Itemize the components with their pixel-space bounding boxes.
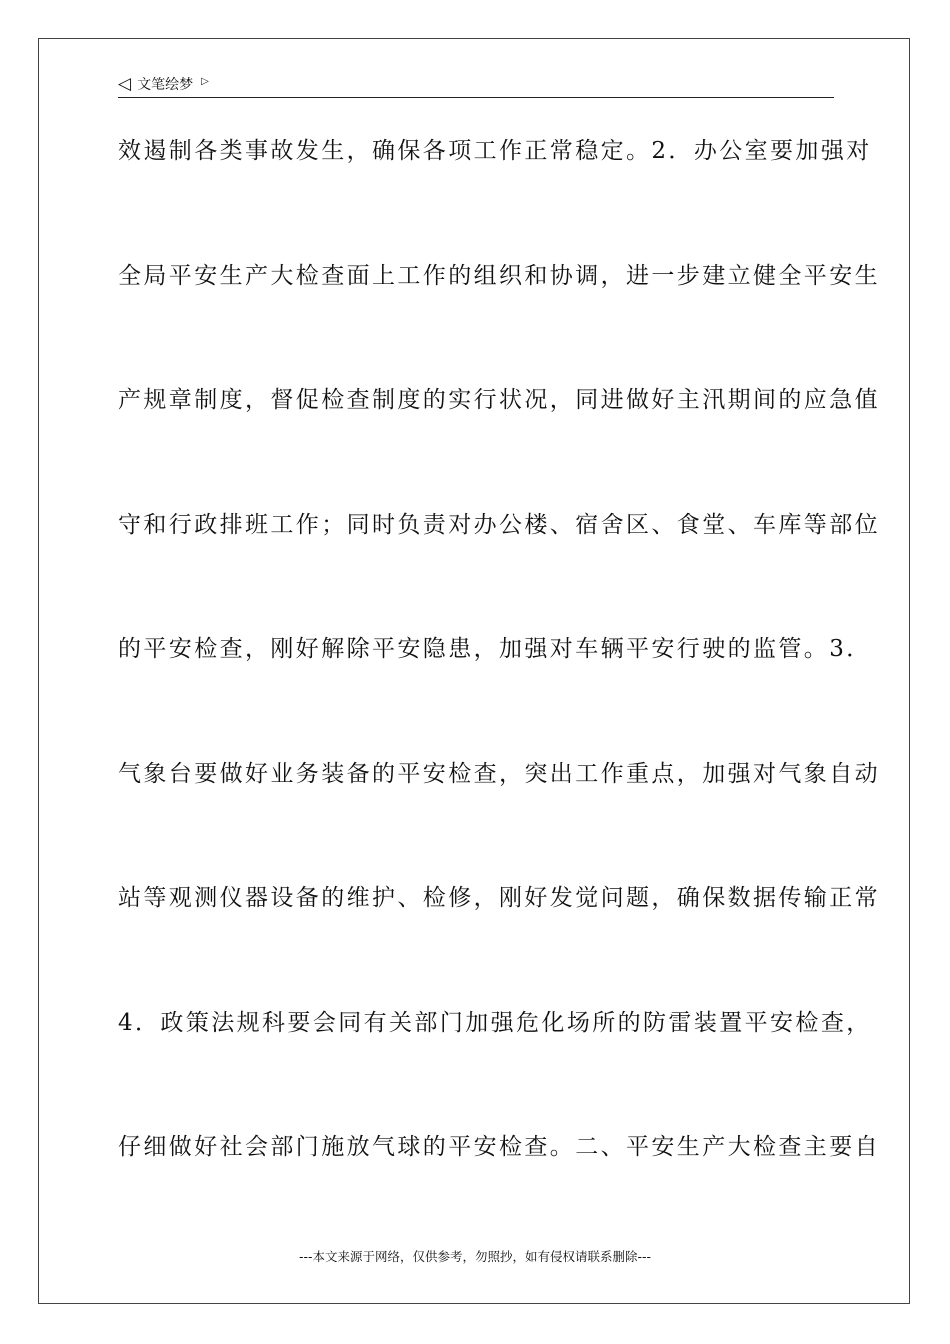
page-header (118, 72, 834, 98)
text-line: 的平安检查，刚好解除平安隐患，加强对车辆平安行驶的监管。3． (118, 636, 872, 662)
text-line: 效遏制各类事故发生，确保各项工作正常稳定。2．办公室要加强对 (118, 138, 872, 164)
text-line: 气象台要做好业务装备的平安检查，突出工作重点，加强对气象自动 (118, 760, 880, 787)
right-triangle-icon: ▷ (201, 75, 209, 87)
header-title: 文笔绘梦 (137, 76, 194, 93)
text-line: 站等观测仪器设备的维护、检修，刚好发觉问题，确保数据传输正常 (118, 885, 880, 911)
text-line: 守和行政排班工作；同时负责对办公楼、宿舍区、食堂、车库等部位 (118, 511, 880, 538)
document-body (118, 124, 880, 1245)
page-footer: ---本文来源于网络，仅供参考，勿照抄，如有侵权请联系删除--- (298, 1249, 652, 1264)
text-line: 全局平安生产大检查面上工作的组织和协调，进一步建立健全平安生 (118, 262, 880, 289)
text-line: 4．政策法规科要会同有关部门加强危化场所的防雷装置平安检查， (118, 1009, 872, 1036)
left-triangle-icon: ◁ (118, 73, 132, 94)
text-line: 仔细做好社会部门施放气球的平安检查。二、平安生产大检查主要自 (118, 1134, 880, 1160)
text-line: 产规章制度，督促检查制度的实行状况，同进做好主汛期间的应急值 (118, 387, 880, 413)
